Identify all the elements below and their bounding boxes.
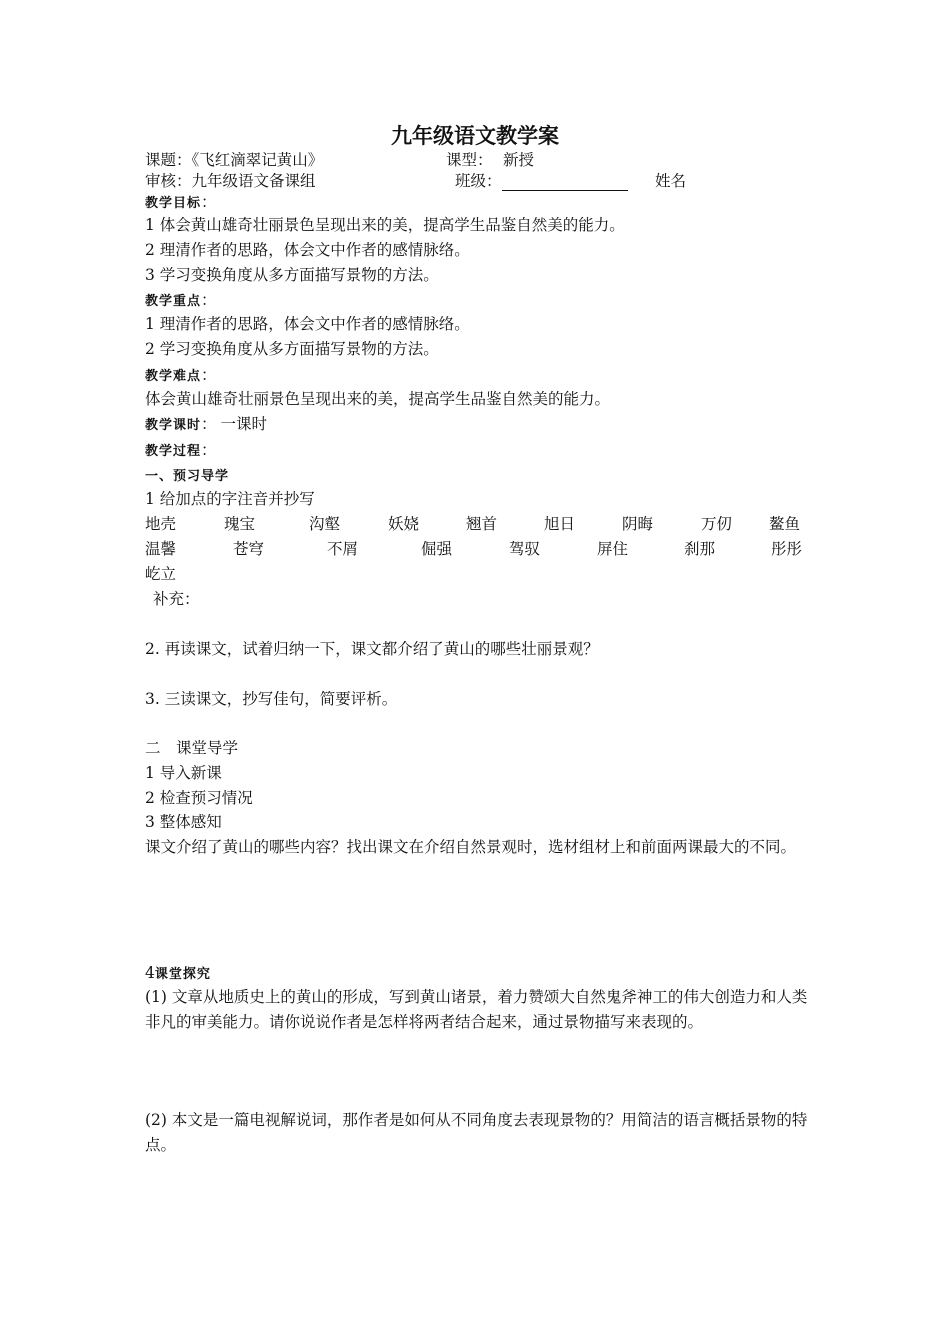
hours-value: 一课时: [220, 415, 268, 433]
section2-item4-q2: (2) 本文是一篇电视解说词，那作者是如何从不同角度去表现景物的？用简洁的语言概括景物的特点。: [145, 1111, 808, 1154]
vocab-word: 沟壑: [309, 515, 341, 533]
vocab-word: 万仞: [701, 515, 733, 533]
hours-heading: 教学课时: [145, 418, 202, 433]
goal-item: 1 体会黄山雄奇壮丽景色呈现出来的美，提高学生品鉴自然美的能力。: [145, 216, 625, 234]
section2-item: 3 整体感知: [145, 813, 222, 831]
difficulties-colon: ：: [201, 366, 217, 384]
reviewer-label: 审核：九年级语文备课组: [145, 172, 316, 190]
goals-heading-text: 教学目标: [145, 196, 202, 211]
key-points-heading-text: 教学重点: [145, 294, 202, 309]
process-heading-text: 教学过程: [145, 444, 202, 459]
vocab-word: 妖娆: [388, 515, 420, 533]
section1-q1: 1 给加点的字注音并抄写: [145, 490, 315, 508]
vocab-word: 地壳: [145, 515, 177, 533]
vocab-word: 屏住: [597, 540, 629, 558]
section1-heading: [145, 465, 229, 487]
supplement-label: 补充：: [153, 590, 200, 608]
vocab-word: 刹那: [684, 540, 716, 558]
process-colon: ：: [201, 441, 217, 459]
lesson-type-value: 新授: [503, 151, 535, 169]
vocab-word: 倔强: [421, 540, 453, 558]
topic-label: 课题：《飞红滴翠记黄山》: [145, 151, 324, 169]
key-point-item: 1 理清作者的思路，体会文中作者的感情脉络。: [145, 315, 470, 333]
class-label-text: 班级：: [455, 172, 502, 190]
item4-heading-text: 课堂探究: [154, 967, 211, 982]
key-point-item: 2 学习变换角度从多方面描写景物的方法。: [145, 340, 439, 358]
name-label: 姓名: [655, 172, 687, 190]
goals-heading: [145, 192, 217, 214]
hours-row: [145, 414, 267, 436]
section2-item: 1 导入新课: [145, 764, 222, 782]
section1-q2: 2. 再读课文，试着归纳一下，课文都介绍了黄山的哪些壮丽景观？: [145, 640, 599, 658]
class-label: [455, 171, 628, 191]
difficulties-heading: [145, 365, 217, 387]
hours-colon: ：: [201, 415, 217, 433]
section2-item3-text: 课文介绍了黄山的哪些内容？找出课文在介绍自然景观时，选材组材上和前面两课最大的不同。: [145, 838, 797, 856]
vocab-word: 鳌鱼: [769, 515, 801, 533]
section1-heading-text: 一、预习导学: [145, 469, 230, 484]
page-title: 九年级语文教学案: [391, 123, 559, 148]
vocab-word: 旭日: [544, 515, 576, 533]
goals-colon: ：: [201, 193, 217, 211]
vocab-word: 苍穹: [233, 540, 265, 558]
section2-item: 2 检查预习情况: [145, 789, 253, 807]
section2-heading: 二 课堂导学: [145, 739, 239, 757]
goal-item: 3 学习变换角度从多方面描写景物的方法。: [145, 266, 439, 284]
vocab-word: 不屑: [327, 540, 359, 558]
section1-q3: 3. 三读课文，抄写佳句，简要评析。: [145, 690, 398, 708]
key-points-heading: [145, 290, 217, 312]
vocab-word: 阴晦: [622, 515, 654, 533]
section2-item4-q1: (1) 文章从地质史上的黄山的形成，写到黄山诸景，着力赞颂大自然鬼斧神工的伟大创造力和人类非凡的审美能力。请你说说作者是怎样将两者结合起来，通过景物描写来表现的。: [145, 988, 808, 1031]
vocab-word: 屹立: [145, 565, 177, 583]
vocab-word: 温馨: [145, 540, 177, 558]
vocab-word: 瑰宝: [224, 515, 256, 533]
process-heading: [145, 440, 217, 462]
goal-item: 2 理清作者的思路，体会文中作者的感情脉络。: [145, 241, 470, 259]
difficulties-heading-text: 教学难点: [145, 369, 202, 384]
section2-item4-heading: [145, 963, 211, 985]
vocab-word: 彤彤: [771, 540, 803, 558]
lesson-type-label: 课型：: [446, 151, 493, 169]
vocab-word: 翘首: [466, 515, 498, 533]
difficulties-text: 体会黄山雄奇壮丽景色呈现出来的美，提高学生品鉴自然美的能力。: [145, 390, 611, 408]
class-blank: [502, 175, 628, 191]
key-points-colon: ：: [201, 291, 217, 309]
item4-number: 4: [145, 964, 155, 982]
vocab-word: 驾驭: [509, 540, 541, 558]
